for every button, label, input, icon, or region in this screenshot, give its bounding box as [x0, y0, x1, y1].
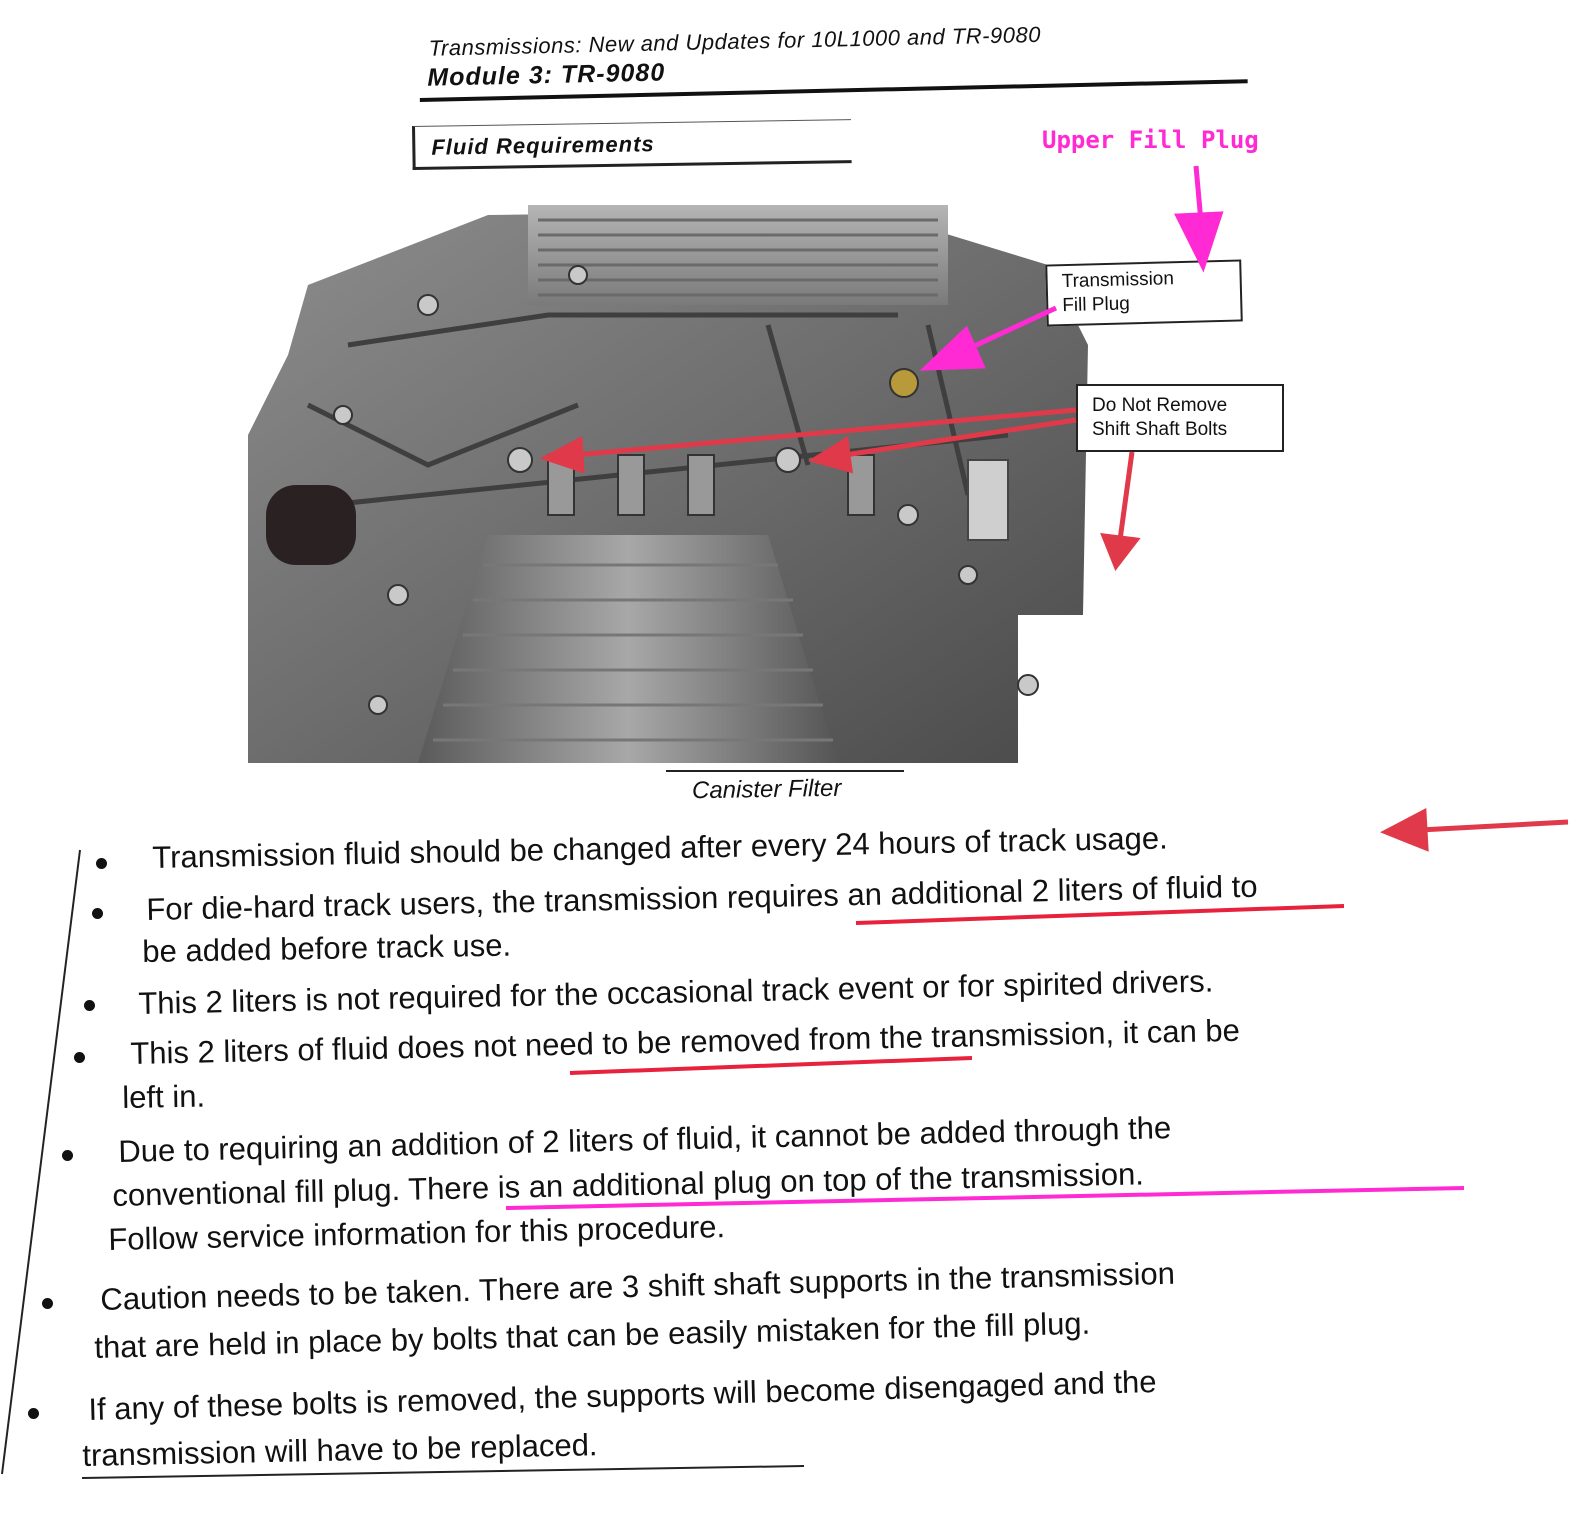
bullet-3: This 2 liters is not required for the occasional track event or for spirited drivers.: [138, 963, 1214, 1021]
shift-bolts-callout-line-2: Shift Shaft Bolts: [1092, 419, 1228, 440]
bullet-dot: [84, 1000, 95, 1011]
bullet-2-line-2: be added before track use.: [142, 927, 512, 969]
bullet-5-line-1: Due to requiring an addition of 2 liters of fluid, it cannot be added through the: [118, 1110, 1172, 1169]
bullet-5-line-3: Follow service information for this procedure.: [108, 1209, 726, 1257]
fill-plug-callout-line-1: Transmission: [1061, 268, 1175, 293]
bullet-7-line-2: transmission will have to be replaced.: [82, 1427, 598, 1473]
bullet-2-post: of fluid to: [1122, 868, 1258, 907]
course-title: Transmissions: New and Updates for 10L1000 and TR-9080: [428, 21, 1042, 61]
bullet-2-pre: For die-hard track users, the transmission: [146, 879, 728, 927]
bullet-dot: [74, 1052, 85, 1063]
bullet-5-pre: conventional fill plug.: [112, 1171, 409, 1213]
bullet-dot: [92, 908, 103, 919]
upper-fill-plug-annotation: Upper Fill Plug: [1042, 126, 1259, 154]
module-title: Module 3: TR-9080: [427, 58, 666, 92]
bullet-4-line-1: [130, 1013, 1240, 1072]
bullet-dot: [96, 858, 107, 869]
section-title: Fluid Requirements: [431, 131, 655, 160]
bullet-2-emphasis: requires an additional 2 liters: [726, 871, 1124, 915]
bullet-4-post: from the transmission, it can be: [800, 1012, 1241, 1057]
bullet-4-emphasis: not need to be removed: [472, 1021, 801, 1064]
bullet-dot: [28, 1408, 39, 1419]
photo-caption: Canister Filter: [691, 774, 842, 805]
bullet-4-line-2: left in.: [122, 1078, 206, 1115]
bullet-1: Transmission fluid should be changed after every 24 hours of track usage.: [152, 820, 1169, 875]
shift-bolts-callout-line-1: Do Not Remove: [1092, 395, 1228, 416]
bullet-dot: [62, 1150, 73, 1161]
bullet-5-emphasis: There is an additional plug on top of the transmission.: [407, 1156, 1145, 1207]
bullet-dot: [42, 1298, 53, 1309]
bullet-6-line-1: Caution needs to be taken. There are 3 shift shaft supports in the transmission: [100, 1255, 1176, 1317]
fill-plug-callout-line-2: Fill Plug: [1062, 293, 1131, 317]
bullet-6-line-2: that are held in place by bolts that can be easily mistaken for the fill plug.: [94, 1305, 1091, 1365]
bullet-2-line-1: [146, 869, 1258, 928]
bullet-4-pre: This 2 liters of fluid does: [130, 1028, 474, 1071]
bullet-7-line-1: If any of these bolts is removed, the supports will become disengaged and the: [88, 1364, 1157, 1427]
